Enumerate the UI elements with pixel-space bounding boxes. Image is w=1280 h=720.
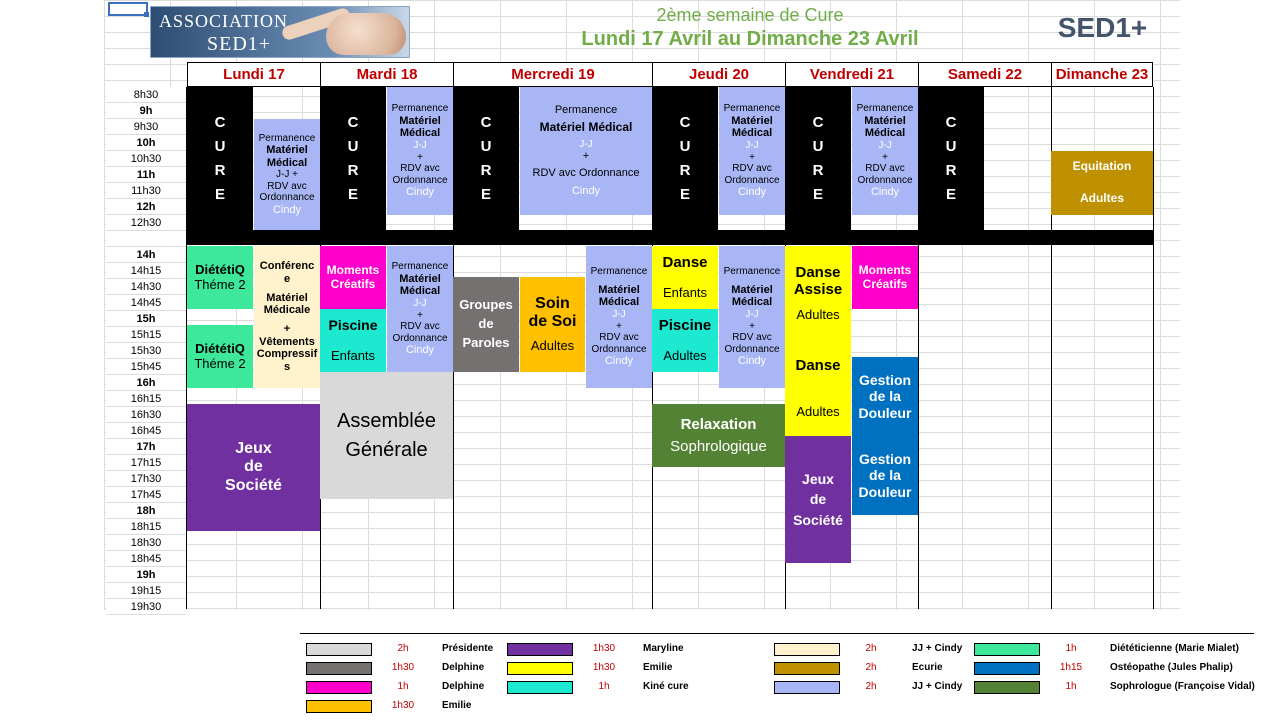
- gestion-line: de la: [869, 467, 901, 484]
- jeux-de-societe-monday[interactable]: [187, 404, 320, 531]
- day-header-sunday: Dimanche 23: [1051, 62, 1153, 87]
- date-range-title: Lundi 17 Avril au Dimanche 23 Avril: [581, 28, 919, 50]
- legend-swatch: [507, 643, 573, 656]
- time-label: 14h15: [106, 263, 186, 279]
- danse-assise-adultes: Adultes: [796, 307, 840, 323]
- legend-swatch: [774, 681, 840, 694]
- legend-name: Ostéopathe (Jules Phalip): [1110, 662, 1233, 673]
- time-label: 17h: [106, 439, 186, 455]
- jeux-line: Société: [225, 476, 282, 494]
- cure-letter: C: [812, 113, 824, 131]
- perm-label: Permanence: [391, 103, 449, 115]
- time-label: 9h: [106, 103, 186, 119]
- legend-name: Présidente: [442, 643, 494, 654]
- legend-duration: 2h: [865, 681, 877, 692]
- danse-thursday[interactable]: [652, 246, 718, 309]
- cure-letter: C: [945, 113, 957, 131]
- perm-label: Permanence: [554, 104, 618, 117]
- perm-rdv-ordonnance: RDV avc Ordonnance: [532, 166, 640, 179]
- perm-label: Permanence: [856, 103, 914, 115]
- groupes-line: de: [478, 316, 494, 332]
- permanence-tuesday-morning[interactable]: [387, 87, 453, 215]
- legend-duration: 1h30: [391, 700, 415, 711]
- perm-ordonnance: Ordonnance: [392, 332, 448, 344]
- perm-rdv: RDV avc: [400, 163, 440, 175]
- perm-cindy: Cindy: [604, 355, 634, 368]
- logo-hand: [326, 13, 406, 55]
- perm-medical: Médical: [731, 127, 773, 140]
- perm-jj: J-J: [745, 309, 759, 321]
- perm-jj: J-J: [878, 140, 892, 152]
- perm-ordonnance: Ordonnance: [591, 343, 647, 355]
- danse-adultes: Adultes: [796, 404, 840, 420]
- cure-letter: E: [480, 185, 491, 203]
- dietetique-monday-2[interactable]: [187, 325, 253, 388]
- permanence-wednesday-morning[interactable]: [520, 87, 652, 215]
- time-label: 11h30: [106, 183, 186, 199]
- legend-duration: 1h: [1065, 681, 1077, 692]
- legend-swatch: [774, 662, 840, 675]
- legend-name: Diététicienne (Marie Mialet): [1110, 643, 1239, 654]
- day-header-wednesday: Mercredi 19: [453, 62, 652, 87]
- assemblee-line: Assemblée: [337, 409, 436, 432]
- jeux-line: Jeux: [235, 439, 272, 457]
- time-label: 18h45: [106, 551, 186, 567]
- perm-ordonnance: Ordonnance: [392, 174, 448, 186]
- time-label: 10h: [106, 135, 186, 151]
- perm-label: Permanence: [258, 132, 316, 144]
- cure-letter: C: [480, 113, 492, 131]
- groupes-line: Paroles: [462, 334, 510, 350]
- perm-materiel-medical: Matériel Médical: [539, 119, 633, 134]
- perm-ordonnance: Ordonnance: [857, 174, 913, 186]
- time-label: [106, 231, 186, 247]
- legend-duration: 2h: [397, 643, 409, 654]
- groupes-line: Groupes: [459, 297, 513, 313]
- time-label: 15h: [106, 311, 186, 327]
- legend-swatch: [306, 700, 372, 713]
- legend-swatch: [306, 681, 372, 694]
- time-label: 12h: [106, 199, 186, 215]
- jeux-line: de: [244, 458, 263, 476]
- legend-name: Sophrologue (Françoise Vidal): [1110, 681, 1255, 692]
- jeux-line: Jeux: [802, 471, 834, 488]
- legend-duration: 1h: [397, 681, 409, 692]
- equitation-label: Equitation: [1072, 159, 1132, 174]
- week-title: 2ème semaine de Cure: [656, 5, 844, 25]
- cure-letter: U: [347, 137, 359, 155]
- perm-plus: +: [749, 151, 755, 163]
- cure-block-monday[interactable]: [187, 87, 253, 230]
- perm-jj: J-J: [579, 138, 593, 150]
- piscine-thursday[interactable]: [652, 309, 718, 372]
- permanence-friday-morning[interactable]: [852, 87, 918, 215]
- time-label: 16h15: [106, 391, 186, 407]
- perm-rdv: RDV avc: [865, 163, 905, 175]
- conf-line: Médicale: [263, 304, 311, 317]
- perm-materiel: Matériel: [864, 114, 906, 127]
- legend-name: Maryline: [643, 643, 684, 654]
- day-header-thursday: Jeudi 20: [652, 62, 785, 87]
- moments-creatifs-tuesday[interactable]: [320, 246, 386, 309]
- cure-letter: E: [679, 185, 690, 203]
- legend-duration: 1h: [598, 681, 610, 692]
- gestion-line: Douleur: [858, 483, 912, 500]
- perm-rdv: RDV avc: [732, 332, 772, 344]
- groupes-de-paroles-wednesday[interactable]: [453, 277, 519, 372]
- legend-duration: 1h30: [592, 662, 616, 673]
- perm-cindy: Cindy: [737, 186, 767, 199]
- danse-assise-line: Danse: [795, 263, 841, 281]
- relax-line: Relaxation: [680, 416, 757, 434]
- time-label: 18h15: [106, 519, 186, 535]
- relaxation-sophrologique-thursday[interactable]: [652, 404, 785, 467]
- gestion-douleur-friday-2[interactable]: [852, 436, 918, 515]
- gestion-line: Douleur: [858, 404, 912, 421]
- perm-label: Permanence: [723, 266, 781, 278]
- perm-label: Permanence: [391, 261, 449, 273]
- perm-medical: Médical: [598, 296, 640, 309]
- legend-duration: 1h30: [391, 662, 415, 673]
- logo-line1: ASSOCIATION: [159, 11, 289, 31]
- cure-letter: U: [945, 137, 957, 155]
- cure-letter: U: [812, 137, 824, 155]
- cure-block-saturday[interactable]: [918, 87, 984, 230]
- perm-jj: J-J: [612, 309, 626, 321]
- perm-materiel: Matériel: [399, 114, 441, 127]
- legend-swatch: [774, 643, 840, 656]
- time-label: 14h30: [106, 279, 186, 295]
- brand-label: SED1+: [1057, 12, 1148, 43]
- cure-block-tuesday[interactable]: [320, 87, 386, 230]
- soin-de-soi-wednesday[interactable]: [520, 277, 585, 372]
- legend-name: Delphine: [442, 681, 485, 692]
- perm-medical: Médical: [731, 296, 773, 309]
- cure-letter: R: [480, 161, 492, 179]
- perm-medical: Médical: [266, 156, 308, 169]
- piscine-adultes: Adultes: [663, 348, 707, 364]
- perm-label: Permanence: [723, 103, 781, 115]
- cure-letter: C: [347, 113, 359, 131]
- cure-block-wednesday[interactable]: [453, 87, 519, 230]
- perm-plus: +: [882, 151, 888, 163]
- jeux-line: de: [809, 491, 827, 508]
- legend-swatch: [306, 662, 372, 675]
- time-label: 9h30: [106, 119, 186, 135]
- relax-line: Sophrologique: [670, 437, 767, 455]
- permanence-thursday-afternoon[interactable]: [719, 246, 785, 388]
- perm-medical: Médical: [864, 127, 906, 140]
- perm-plus: +: [616, 320, 622, 332]
- logo-line2: SED1+: [207, 33, 272, 55]
- legend-duration: 1h15: [1059, 662, 1083, 673]
- perm-materiel: Matériel: [598, 283, 640, 296]
- legend-swatch: [507, 662, 573, 675]
- cure-letter: R: [812, 161, 824, 179]
- day-header-saturday: Samedi 22: [918, 62, 1051, 87]
- cure-letter: R: [214, 161, 226, 179]
- perm-medical: Médical: [399, 285, 441, 298]
- perm-label: Permanence: [590, 266, 648, 278]
- perm-cindy: Cindy: [272, 203, 302, 216]
- conf-line: s: [283, 360, 291, 373]
- perm-materiel: Matériel: [399, 272, 441, 285]
- perm-cindy: Cindy: [870, 186, 900, 199]
- legend-swatch: [306, 643, 372, 656]
- permanence-monday-morning[interactable]: [254, 119, 320, 230]
- time-label: 8h30: [106, 87, 186, 103]
- perm-jj: J-J: [413, 298, 427, 310]
- perm-cindy: Cindy: [405, 186, 435, 199]
- moments-label: Moments Créatifs: [858, 262, 912, 291]
- time-label: 18h30: [106, 535, 186, 551]
- time-label: 17h45: [106, 487, 186, 503]
- gestion-line: Gestion: [858, 372, 912, 389]
- time-label: 14h: [106, 247, 186, 263]
- time-label: 14h45: [106, 295, 186, 311]
- time-label: 12h30: [106, 215, 186, 231]
- time-label: 19h30: [106, 599, 186, 615]
- cure-letter: R: [347, 161, 359, 179]
- cure-letter: R: [945, 161, 957, 179]
- dietetiq-label: DiététiQ: [195, 340, 245, 356]
- perm-jj: J-J: [413, 140, 427, 152]
- legend-name: Delphine: [442, 662, 485, 673]
- theme-label: Théme 2: [194, 276, 246, 292]
- soin-line: Soin: [535, 294, 570, 312]
- legend-name: JJ + Cindy: [912, 643, 963, 654]
- perm-ordonnance: Ordonnance: [259, 192, 315, 204]
- cure-letter: C: [214, 113, 226, 131]
- conf-line: e: [283, 273, 291, 286]
- time-label: 19h15: [106, 583, 186, 599]
- assemblee-generale-tuesday[interactable]: [320, 372, 453, 499]
- legend-swatch: [507, 681, 573, 694]
- time-label: 17h30: [106, 471, 186, 487]
- assemblee-line: Générale: [345, 438, 428, 461]
- danse-friday[interactable]: [785, 341, 851, 436]
- conf-line: +: [283, 323, 291, 335]
- time-label: 16h30: [106, 407, 186, 423]
- equitation-sunday[interactable]: [1051, 151, 1153, 215]
- danse-enfants: Enfants: [662, 285, 708, 301]
- lunch-break-bar: [106, 230, 1154, 245]
- legend-name: Emilie: [442, 700, 472, 711]
- legend-name: Ecurie: [912, 662, 943, 673]
- cure-letter: E: [347, 185, 358, 203]
- perm-materiel: Matériel: [731, 283, 773, 296]
- perm-plus: +: [417, 309, 423, 321]
- time-label: 16h45: [106, 423, 186, 439]
- cure-block-thursday[interactable]: [652, 87, 718, 230]
- perm-jj: J-J: [745, 140, 759, 152]
- time-label: 17h15: [106, 455, 186, 471]
- legend-duration: 2h: [865, 662, 877, 673]
- cure-letter: C: [679, 113, 691, 131]
- gestion-line: Gestion: [858, 451, 912, 468]
- theme-label: Théme 2: [194, 355, 246, 371]
- time-label: 15h30: [106, 343, 186, 359]
- legend-swatch: [974, 681, 1040, 694]
- legend-swatch: [974, 643, 1040, 656]
- permanence-tuesday-afternoon[interactable]: [387, 246, 453, 372]
- cure-letter: U: [214, 137, 226, 155]
- time-label: 15h45: [106, 359, 186, 375]
- perm-cindy: Cindy: [737, 355, 767, 368]
- column-divider: [1153, 87, 1154, 609]
- time-label: 15h15: [106, 327, 186, 343]
- association-logo: [150, 6, 410, 58]
- dietetique-monday-1[interactable]: [187, 246, 253, 309]
- day-header-tuesday: Mardi 18: [320, 62, 453, 87]
- perm-ordonnance: Ordonnance: [724, 343, 780, 355]
- conf-line: Matériel: [266, 291, 308, 304]
- day-header-friday: Vendredi 21: [785, 62, 918, 87]
- perm-ordonnance: Ordonnance: [724, 174, 780, 186]
- cure-letter: U: [480, 137, 492, 155]
- perm-rdv: RDV avc: [599, 332, 639, 344]
- piscine-enfants: Enfants: [330, 348, 376, 364]
- jeux-de-societe-friday[interactable]: [785, 436, 851, 563]
- perm-rdv: RDV avc: [732, 163, 772, 175]
- conference-monday[interactable]: [254, 246, 320, 388]
- time-label: 11h: [106, 167, 186, 183]
- cure-letter: R: [679, 161, 691, 179]
- cure-letter: E: [945, 185, 956, 203]
- fill-handle[interactable]: [144, 12, 149, 17]
- danse-assise-line: Assise: [793, 281, 843, 299]
- perm-materiel: Matériel: [266, 144, 308, 157]
- equitation-adultes: Adultes: [1079, 191, 1124, 206]
- perm-plus: +: [749, 320, 755, 332]
- danse-assise-friday[interactable]: [785, 246, 851, 341]
- time-label: 16h: [106, 375, 186, 391]
- piscine-tuesday[interactable]: [320, 309, 386, 372]
- permanence-thursday-morning[interactable]: [719, 87, 785, 215]
- time-label: 19h: [106, 567, 186, 583]
- perm-medical: Médical: [399, 127, 441, 140]
- danse-label: Danse: [662, 253, 708, 271]
- cure-letter: E: [812, 185, 823, 203]
- gestion-line: de la: [869, 388, 901, 405]
- time-label: 18h: [106, 503, 186, 519]
- conf-line: Vêtements: [259, 335, 315, 348]
- soin-adultes: Adultes: [530, 338, 575, 354]
- perm-cindy: Cindy: [571, 185, 601, 198]
- legend-name: JJ + Cindy: [912, 681, 963, 692]
- time-label: 10h30: [106, 151, 186, 167]
- soin-line: de Soi: [528, 313, 577, 331]
- moments-creatifs-friday[interactable]: [852, 246, 918, 309]
- perm-plus: +: [582, 150, 590, 162]
- permanence-wednesday-afternoon[interactable]: [586, 246, 652, 388]
- moments-label: Moments Créatifs: [326, 262, 380, 291]
- legend-duration: 1h: [1065, 643, 1077, 654]
- legend-swatch: [974, 662, 1040, 675]
- legend-duration: 2h: [865, 643, 877, 654]
- legend: [300, 633, 1254, 719]
- conf-line: Compressif: [256, 348, 318, 361]
- perm-cindy: Cindy: [405, 344, 435, 357]
- legend-name: Emilie: [643, 662, 673, 673]
- piscine-label: Piscine: [658, 316, 712, 334]
- perm-rdv: RDV avc: [400, 321, 440, 333]
- piscine-label: Piscine: [328, 316, 378, 333]
- danse-label: Danse: [795, 356, 841, 374]
- perm-rdv: RDV avc: [267, 180, 307, 192]
- gestion-douleur-friday-1[interactable]: [852, 357, 918, 436]
- perm-plus: +: [417, 151, 423, 163]
- conf-line: Conférenc: [259, 260, 315, 273]
- legend-duration: 1h30: [592, 643, 616, 654]
- selected-cell[interactable]: [108, 2, 148, 16]
- cure-letter: E: [214, 185, 225, 203]
- cure-letter: U: [679, 137, 691, 155]
- jeux-line: Société: [793, 511, 843, 528]
- cure-block-friday[interactable]: [785, 87, 851, 230]
- legend-name: Kiné cure: [643, 681, 689, 692]
- day-header-monday: Lundi 17: [187, 62, 320, 87]
- perm-materiel: Matériel: [731, 114, 773, 127]
- dietetiq-label: DiététiQ: [195, 261, 245, 277]
- perm-jj-plus: J-J +: [276, 169, 298, 181]
